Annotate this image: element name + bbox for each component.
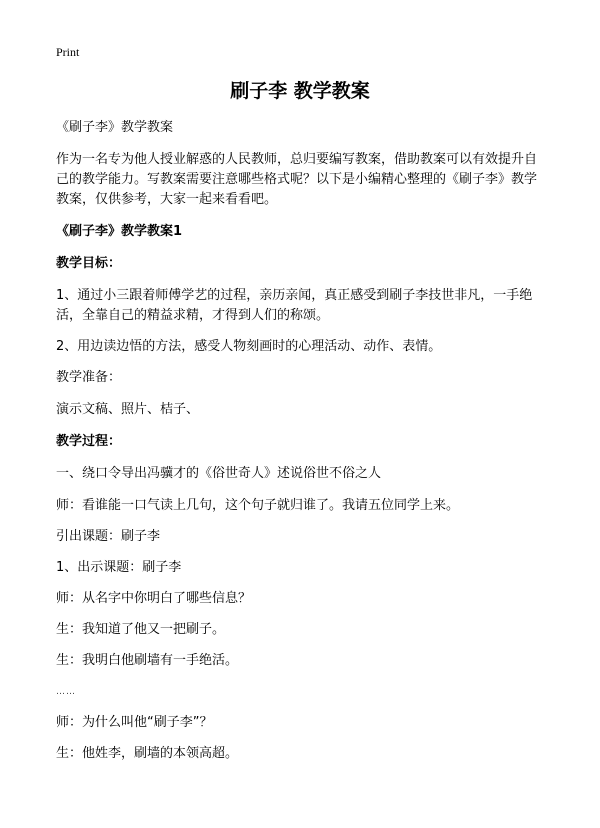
ellipsis: …… — [56, 687, 76, 697]
process-step-1: 一、绕口令导出冯骥才的《俗世奇人》述说俗世不俗之人 — [56, 466, 382, 481]
subtitle-paragraph: 《刷子李》教学教案 — [56, 120, 174, 135]
topic-line: 引出课题：刷子李 — [56, 529, 161, 544]
show-topic-line: 1、出示课题：刷子李 — [56, 560, 182, 575]
page-title: 刷子李 教学教案 — [230, 80, 370, 102]
print-label[interactable]: Print — [56, 45, 80, 59]
teacher-question-2: 师：为什么叫他“刷子李”？ — [56, 715, 213, 730]
student-answer-1: 生：我知道了他又一把刷子。 — [56, 622, 226, 637]
teacher-question: 师：从名字中你明白了哪些信息？ — [56, 591, 252, 606]
process-heading: 教学过程： — [56, 434, 122, 449]
objectives-heading: 教学目标： — [56, 256, 122, 271]
student-answer-3: 生：他姓李，刷墙的本领高超。 — [56, 746, 239, 761]
teacher-line: 师：看谁能一口气读上几句，这个句子就归谁了。我请五位同学上来。 — [56, 498, 460, 513]
preparation-items: 演示文稿、照片、桔子、 — [56, 402, 200, 417]
preparation-heading: 教学准备： — [56, 370, 122, 385]
student-answer-2: 生：我明白他刷墙有一手绝活。 — [56, 653, 239, 668]
objective-1: 1、通过小三跟着师傅学艺的过程，亲历亲闻，真正感受到刷子李技世非凡，一手绝活，全靠自己的精益求精，才得到人们的称颂。 — [56, 288, 533, 323]
objective-2: 2、用边读边悟的方法，感受人物刻画时的心理活动、动作、表情。 — [56, 339, 442, 354]
document-body — [56, 118, 548, 764]
intro-paragraph: 作为一名专为他人授业解惑的人民教师，总归要编写教案，借助教案可以有效提升自己的教学能力。写教案需要注意哪些格式呢？以下是小编精心整理的《刷子李》教学教案，仅供参考，大家一起来看看吧。 — [56, 152, 538, 207]
section-heading: 《刷子李》教学教案1 — [56, 224, 183, 239]
